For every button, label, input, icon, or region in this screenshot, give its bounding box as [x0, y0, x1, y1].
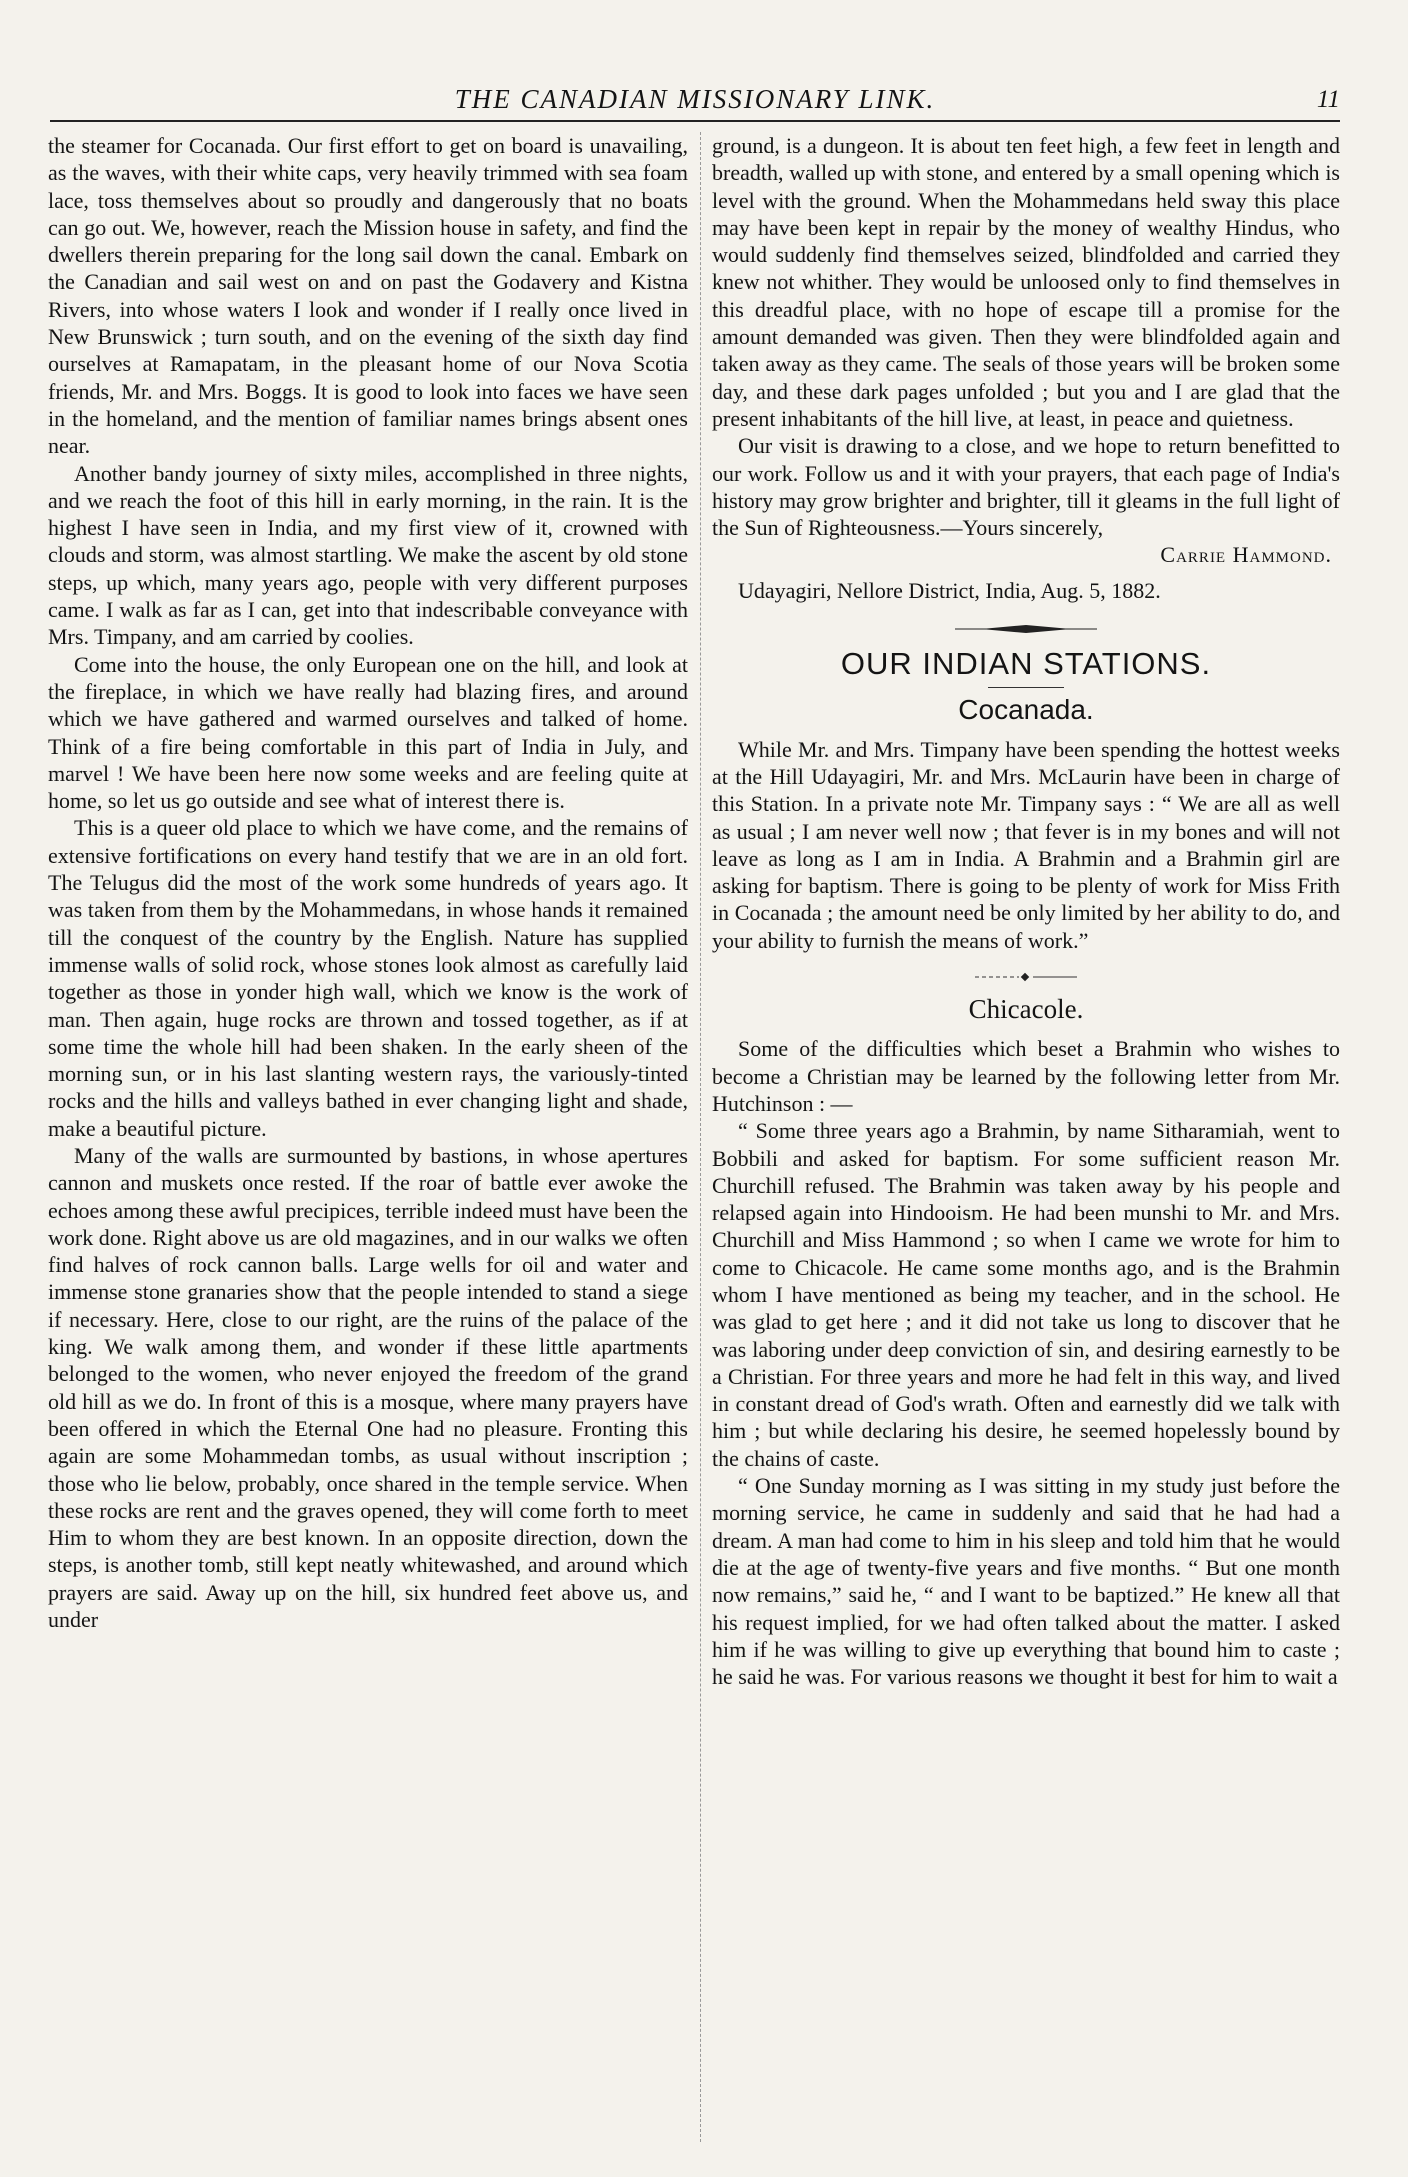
article-paragraph: Our visit is drawing to a close, and we hope to return benefitted to our work. Follow us and it with your prayers, that each page of India's history may grow brighter and brighter, till it gleams in the full light of the Sun of Righteousness.—Yours sincerely, [712, 433, 1340, 541]
subsection-heading-cocanada: Cocanada. [958, 694, 1094, 726]
right-column [712, 132, 1340, 2152]
article-paragraph: While Mr. and Mrs. Timpany have been spending the hottest weeks at the Hill Udayagiri, Mr. and Mrs. McLaurin have been in charge of this Station. In a private note Mr. Timpany says : “ We are all as well as usual ; I am never well now ; that fever is in my bones and will not leave as long as I am in India. A Brahmin and a Brahmin girl are asking for baptism. There is going to be plenty of work for Miss Frith in Cocanada ; the amount need be only limited by her ability to do, and your ability to furnish the means of work.” [712, 736, 1340, 953]
article-paragraph: This is a queer old place to which we have come, and the remains of extensive fortifications on every hand testify that we are in an old fort. The Telugus did the most of the work some hundreds of years ago. It was taken from them by the Mohammedans, in whose hands it remained till the conquest of the country by the English. Nature has supplied immense walls of solid rock, whose stones look almost as carefully laid together as those in yonder high wall, which we know is the work of man. Then again, huge rocks are thrown and tossed together, as if at some time the whole hill had been shaken. In the early sheen of the morning sun, or in his last slanting western rays, the variously-tinted rocks and the hills and valleys bathed in ever changing light and shade, make a beautiful picture. [48, 815, 688, 1141]
subsection-heading-chicacole: Chicacole. [968, 994, 1084, 1025]
page-number: 11 [1316, 86, 1340, 113]
left-column [48, 132, 688, 2152]
article-paragraph: “ Some three years ago a Brahmin, by name Sitharamiah, went to Bobbili and asked for baptism. For some sufficient reason Mr. Churchill refused. The Brahmin was taken away by his people and relapsed again into Hindooism. He had been munshi to Mr. and Mrs. Churchill and Miss Hammond ; so when I came we wrote for him to come to Chicacole. He came some months ago, and is the Brahmin whom I have mentioned as being my teacher, and in the school. He was glad to get here ; and it did not take us long to discover that he was laboring under deep conviction of sin, and desiring earnestly to be a Christian. For three years and more he had felt in this way, and lived in constant dread of God's wrath. Often and earnestly did we talk with him ; but while declaring his desire, he seemed hopelessly bound by the chains of caste. [712, 1118, 1340, 1471]
column-divider [700, 132, 701, 2142]
article-paragraph: Come into the house, the only European one on the hill, and look at the fireplace, in which we have really had blazing fires, and around which we have gathered and warmed ourselves and talked of home. Think of a fire being comfortable in this part of India in July, and marvel ! We have been here now some weeks and are feeling quite at home, so let us go outside and see what of interest there is. [48, 651, 688, 814]
section-heading: OUR INDIAN STATIONS. [840, 646, 1212, 682]
article-paragraph: “ One Sunday morning as I was sitting in my study just before the morning service, he came in suddenly and said that he had had a dream. A man had come to him in his sleep and told him that he would die at the age of twenty-five years and five months. “ But one month now remains,” said he, “ and I want to be baptized.” He knew all that his request implied, for we had often talked about the matter. I asked him if he was willing to give up everything that bound him to caste ; he said he was. For various reasons we thought it best for him to wait a [712, 1473, 1340, 1690]
letter-dateline: Udayagiri, Nellore District, India, Aug. 5, 1882. [738, 577, 1161, 603]
article-paragraph: Another bandy journey of sixty miles, accomplished in three nights, and we reach the foot of this hill in early morning, in the rain. It is the highest I have seen in India, and my first view of it, crowned with clouds and storm, was almost startling. We make the ascent by old stone steps, up which, many years ago, people with very different purposes came. I walk as far as I can, get into that indescribable conveyance with Mrs. Timpany, and am carried by coolies. [48, 460, 688, 650]
page-header [50, 84, 1340, 122]
publication-title: THE CANADIAN MISSIONARY LINK. [454, 84, 936, 114]
article-paragraph: ground, is a dungeon. It is about ten feet high, a few feet in length and breadth, walled up with stone, and entered by a small opening which is level with the ground. When the Mohammedans held sway this place may have been kept in repair by the money of wealthy Hindus, who would suddenly find themselves seized, blindfolded and carried they knew not whither. They would be unloosed only to find themselves in this dreadful place, with no hope of escape till a promise for the amount demanded was given. Then they were blindfolded again and taken away as they came. The seals of those years will be broken some day, and these dark pages unfolded ; but you and I are glad that the present inhabitants of the hill live, at least, in peace and quietness. [712, 133, 1340, 431]
heading-rule [988, 687, 1064, 688]
subsection-ornament [971, 972, 1081, 982]
article-paragraph: Some of the difficulties which beset a Brahmin who wishes to become a Christian may be learned by the following letter from Mr. Hutchinson : — [712, 1036, 1340, 1116]
section-ornament [951, 622, 1101, 636]
article-paragraph: the steamer for Cocanada. Our first effort to get on board is unavailing, as the waves, with their white caps, very heavily trimmed with sea foam lace, toss themselves about so proudly and dangerously that no boats can go out. We, however, reach the Mission house in safety, and find the dwellers therein preparing for the long sail down the canal. Embark on the Canadian and sail west on and on past the Godavery and Kistna Rivers, into whose waters I look and wonder if I really once lived in New Brunswick ; turn south, and on the evening of the sixth day find ourselves at Ramapatam, in the pleasant home of our Nova Scotia friends, Mr. and Mrs. Boggs. It is good to look into faces we have seen in the homeland, and the mention of familiar names brings absent ones near. [48, 133, 688, 459]
letter-signature: Carrie Hammond. [1160, 542, 1332, 568]
article-paragraph: Many of the walls are surmounted by bastions, in whose apertures cannon and muskets once rested. If the roar of battle ever awoke the echoes among these awful precipices, terrible indeed must have been the work done. Right above us are old magazines, and in our walks we often find halves of rock cannon balls. Large wells for oil and water and immense stone granaries show that the people intended to stand a siege if necessary. Here, close to our right, are the ruins of the palace of the king. We walk among them, and wonder if these little apartments belonged to the women, who never enjoyed the freedom of the grand old hill as we do. In front of this is a mosque, where many prayers have been offered in which the Eternal One had no pleasure. Fronting this again are some Mohammedan tombs, as usual without inscription ; those who lie below, probably, once shared in the temple service. When these rocks are rent and the graves opened, they will come forth to meet Him to whom they are best known. In an opposite direction, down the steps, is another tomb, still kept neatly whitewashed, and around which prayers are said. Away up on the hill, six hundred feet above us, and under [48, 1142, 688, 1633]
